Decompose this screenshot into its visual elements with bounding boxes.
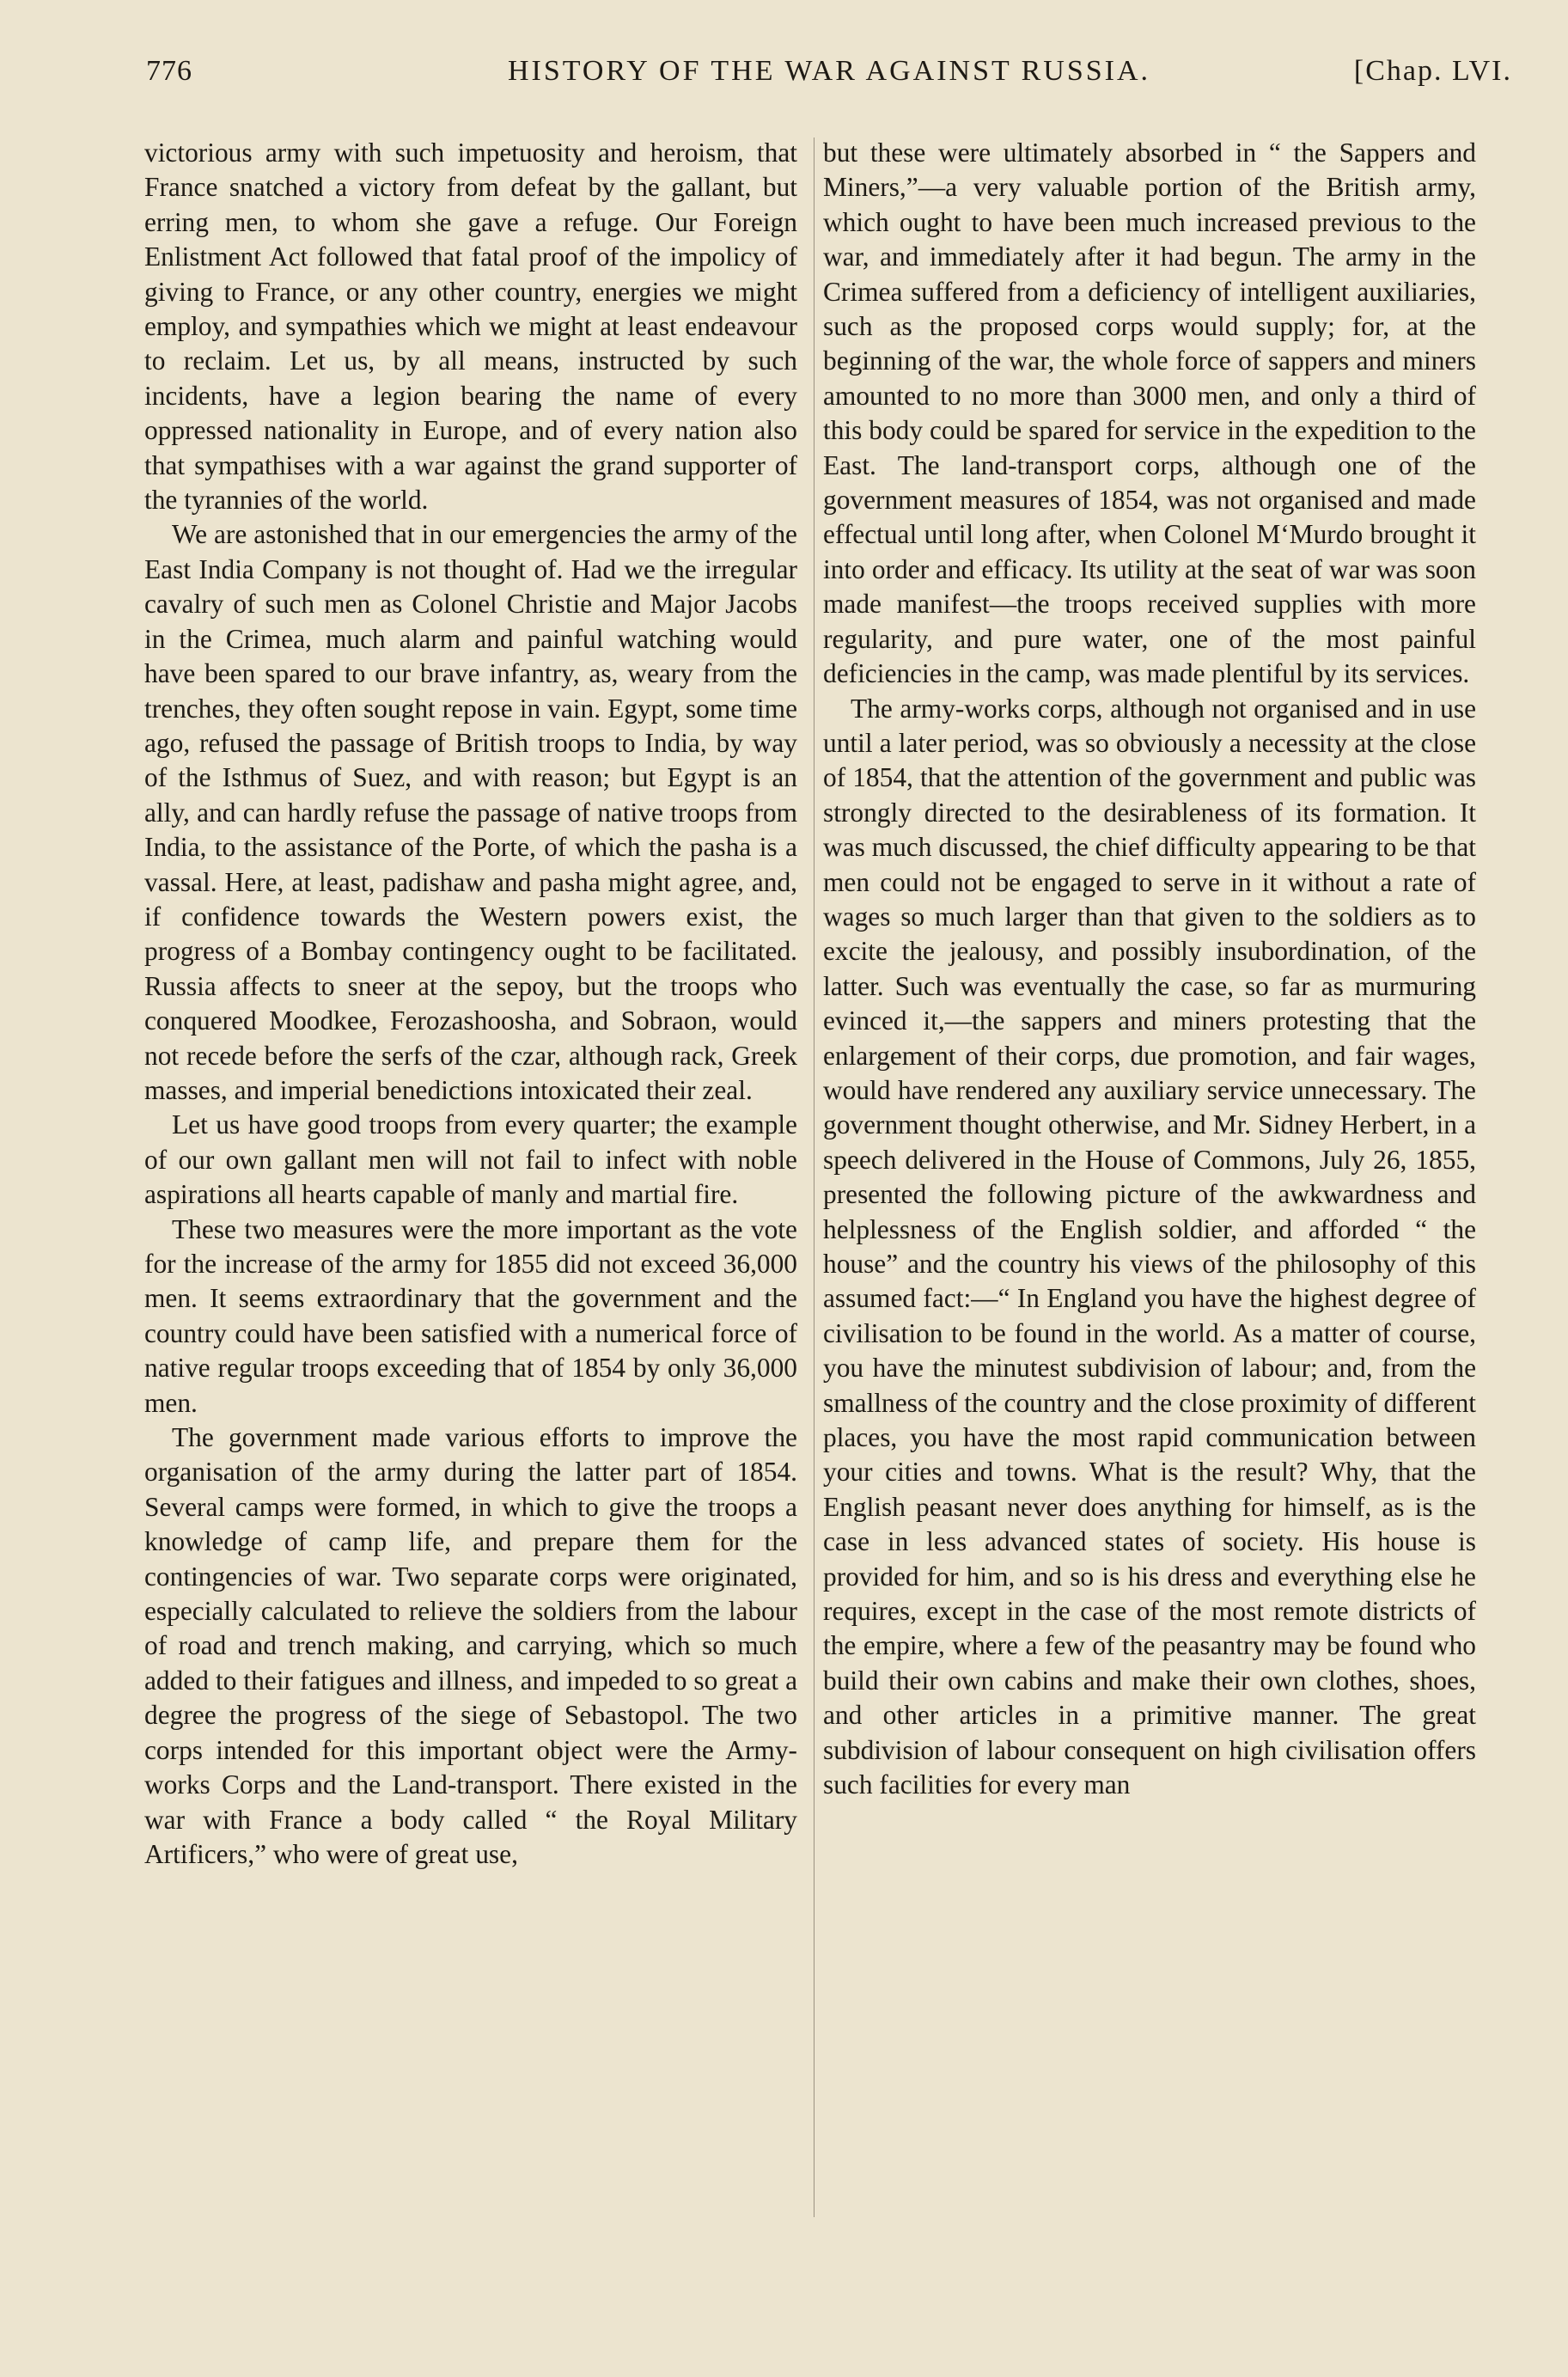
paragraph: We are astonished that in our emergencies the army of the East India Company is not thought of. Had we the irregular cavalry of such men as Colonel Christie and Major Jacobs in the Crimea, much alarm and painful watching would have been spared to our brave infantry, as, weary from the trenches, they often sought repose in vain. Egypt, some time ago, refused the passage of British troops to India, by way of the Isthmus of Suez, and with reason; but Egypt is an ally, and can hardly refuse the passage of native troops from India, to the assistance of the Porte, of which the pasha is a vassal. Here, at least, padishaw and pasha might agree, and, if confidence towards the Western powers exist, the progress of a Bombay contingency ought to be facilitated. Russia affects to sneer at the sepoy, but the troops who conquered Moodkee, Ferozashoosha, and Sobraon, would not recede before the serfs of the czar, although rack, Greek masses, and imperial benedictions intoxicated their zeal.	[144, 519, 797, 1105]
paragraph: The government made various efforts to improve the organisation of the army during the latter part of 1854. Several camps were formed, in which to give the troops a knowledge of camp life, and prepare them for the contingencies of war. Two separate corps were originated, especially calculated to relieve the soldiers from the labour of road and trench making, and carrying, which so much added to their fatigues and illness, and impeded to so great a degree the progress of the siege of Sebastopol. The two corps intended for this important object were the Army-works Corps and the Land-transport. There existed in the war with France a body called “ the Royal Military Artificers,” who were of great use,	[144, 1422, 797, 1869]
paragraph: Let us have good troops from every quarter; the example of our own gallant men will not fail to infect with noble aspirations all hearts capable of manly and martial fire.	[144, 1109, 797, 1210]
column-divider	[814, 137, 815, 2217]
right-column	[823, 136, 1476, 1803]
paragraph: The army-works corps, although not organised and in use until a later period, was so obviously a necessity at the close of 1854, that the attention of the government and public was strongly directed to the desirableness of its formation. It was much discussed, the chief difficulty appearing to be that men could not be engaged to serve in it without a rate of wages so much larger than that given to the soldiers as to excite the jealousy, and possibly insubordination, of the latter. Such was eventually the case, so far as murmuring evinced it,—the sappers and miners protesting that the enlargement of their corps, due promotion, and fair wages, would have rendered any auxiliary service unnecessary. The government thought otherwise, and Mr. Sidney Herbert, in a speech delivered in the House of Commons, July 26, 1855, presented the following picture of the awkwardness and helplessness of the English soldier, and afforded “ the house” and the country his views of the philosophy of this assumed fact:—“ In England you have the highest degree of civilisation to be found in the world. As a matter of course, you have the minutest subdivision of labour; and, from the smallness of the country and the close proximity of different places, you have the most rapid communication between your cities and towns. What is the result? Why, that the English peasant never does anything for himself, as is the case in less advanced states of society. His house is provided for him, and so is his dress and everything else he requires, except in the case of the most remote districts of the empire, where a few of the peasantry may be found who build their own cabins and make their own clothes, shoes, and other articles in a primitive manner. The great subdivision of labour consequent on high civilisation offers such facilities for every man	[823, 693, 1476, 1800]
running-title: HISTORY OF THE WAR AGAINST RUSSIA.	[507, 55, 1151, 87]
left-column	[144, 136, 797, 1872]
page-number: 776	[146, 55, 192, 87]
chapter-marker: [Chap. LVI.	[1353, 55, 1512, 87]
paragraph: These two measures were the more important as the vote for the increase of the army for 1855 did not exceed 36,000 men. It seems extraordinary that the government and the country could have been satisfied with a numerical force of native regular troops exceeding that of 1854 by only 36,000 men.	[144, 1213, 797, 1418]
paragraph: victorious army with such impetuosity and heroism, that France snatched a victory from defeat by the gallant, but erring men, to whom she gave a refuge. Our Foreign Enlistment Act followed that fatal proof of the impolicy of giving to France, or any other country, energies we might employ, and sympathies which we might at least endeavour to reclaim. Let us, by all means, instructed by such incidents, have a legion bearing the name of every oppressed nationality in Europe, and of every nation also that sympathises with a war against the grand supporter of the tyrannies of the world.	[144, 137, 797, 516]
paragraph: but these were ultimately absorbed in “ the Sappers and Miners,”—a very valuable portion of the British army, which ought to have been much increased previous to the war, and immediately after it had begun. The army in the Crimea suffered from a deficiency of intelligent auxiliaries, such as the proposed corps would supply; for, at the beginning of the war, the whole force of sappers and miners amounted to no more than 3000 men, and only a third of this body could be spared for service in the expedition to the East. The land-transport corps, although one of the government measures of 1854, was not organised and made effectual until long after, when Colonel M‘Murdo brought it into order and efficacy. Its utility at the seat of war was soon made manifest—the troops received supplies with more regularity, and pure water, one of the most painful deficiencies in the camp, was made plentiful by its services.	[823, 137, 1476, 689]
running-header	[146, 50, 1512, 101]
